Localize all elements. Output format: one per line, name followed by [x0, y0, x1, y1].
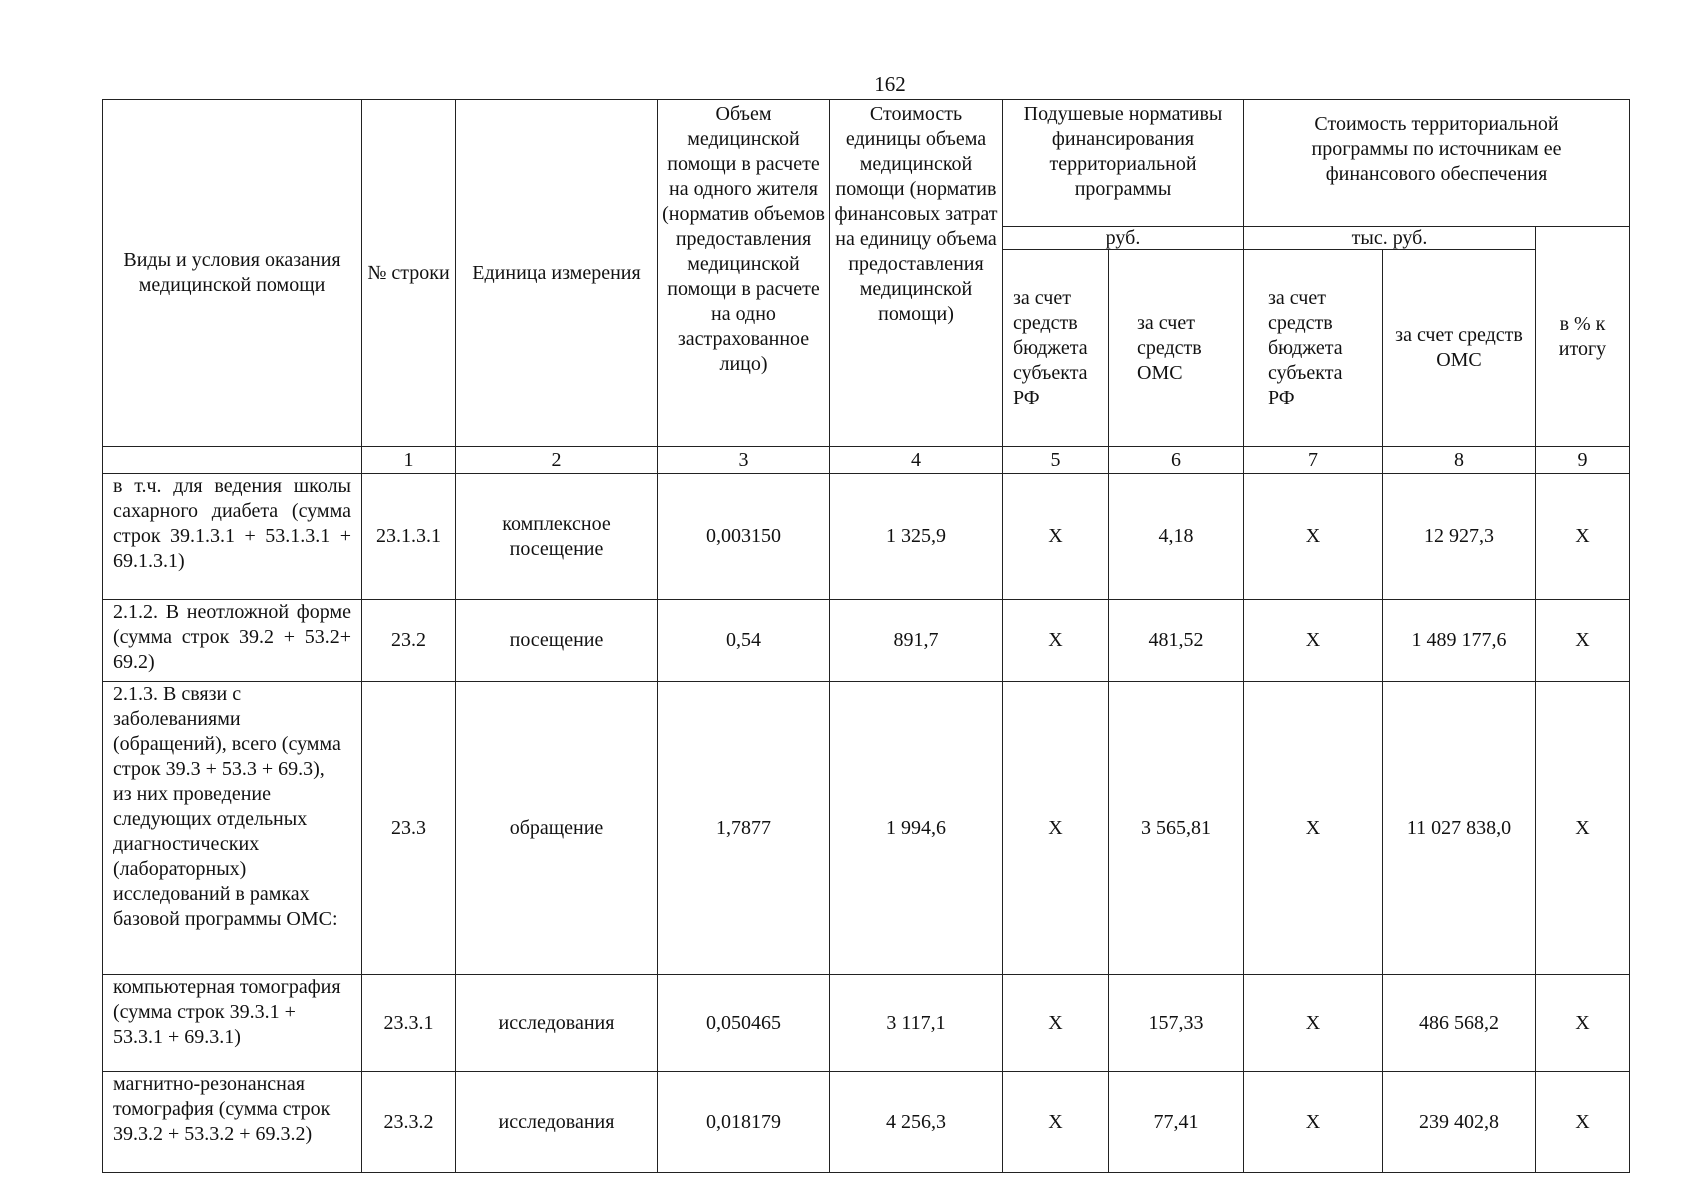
column-number: 8 — [1383, 447, 1536, 474]
table-row — [103, 474, 1630, 600]
header-percapita-oms: за счет средств ОМС — [1109, 250, 1244, 447]
row-volume: 0,54 — [658, 600, 830, 682]
row-cost-oms: 11 027 838,0 — [1383, 682, 1536, 975]
column-number — [103, 447, 362, 474]
header-cost-budget: за счет средств бюджета субъекта РФ — [1244, 250, 1383, 447]
header-row-1 — [103, 100, 1630, 227]
header-cost-oms: за счет средств ОМС — [1383, 250, 1536, 447]
row-percapita-budget: Х — [1003, 1072, 1109, 1173]
row-percapita-oms: 481,52 — [1109, 600, 1244, 682]
header-program-cost-group: Стоимость территориальной программы по источникам ее финансового обеспечения — [1244, 100, 1630, 227]
row-cost-budget: Х — [1244, 474, 1383, 600]
header-line-number: № строки — [362, 100, 456, 447]
column-number: 9 — [1536, 447, 1630, 474]
row-percent: Х — [1536, 975, 1630, 1072]
table-row — [103, 975, 1630, 1072]
header-unit-rub: руб. — [1003, 227, 1244, 250]
row-unit: посещение — [456, 600, 658, 682]
row-unit-cost: 3 117,1 — [830, 975, 1003, 1072]
header-volume: Объем медицинской помощи в расчете на одного жителя (норматив объемов предоставления медицинской помощи в расчете на одно застрахованное лицо) — [658, 100, 830, 447]
row-cost-oms: 486 568,2 — [1383, 975, 1536, 1072]
column-number: 6 — [1109, 447, 1244, 474]
header-percapita-budget: за счет средств бюджета субъекта РФ — [1003, 250, 1109, 447]
row-description: компьютерная томография (сумма строк 39.3.1 + 53.3.1 + 69.3.1) — [103, 975, 362, 1072]
column-number: 3 — [658, 447, 830, 474]
row-percapita-oms: 4,18 — [1109, 474, 1244, 600]
row-line-number: 23.2 — [362, 600, 456, 682]
data-table — [102, 99, 1630, 1173]
row-volume: 0,003150 — [658, 474, 830, 600]
row-description: в т.ч. для ведения школы сахарного диабета (сумма строк 39.1.3.1 + 53.1.3.1 + 69.1.3.1) — [103, 474, 362, 600]
header-unit-thousand-rub: тыс. руб. — [1244, 227, 1536, 250]
row-unit-cost: 1 994,6 — [830, 682, 1003, 975]
row-line-number: 23.3.2 — [362, 1072, 456, 1173]
column-number: 2 — [456, 447, 658, 474]
row-unit-cost: 891,7 — [830, 600, 1003, 682]
row-cost-budget: Х — [1244, 600, 1383, 682]
row-unit: исследования — [456, 1072, 658, 1173]
row-line-number: 23.3 — [362, 682, 456, 975]
row-cost-budget: Х — [1244, 682, 1383, 975]
row-percapita-oms: 77,41 — [1109, 1072, 1244, 1173]
header-kinds: Виды и условия оказания медицинской помощи — [103, 100, 362, 447]
column-number: 5 — [1003, 447, 1109, 474]
row-unit: комплексное посещение — [456, 474, 658, 600]
row-volume: 0,050465 — [658, 975, 830, 1072]
row-percapita-budget: Х — [1003, 975, 1109, 1072]
row-percapita-oms: 3 565,81 — [1109, 682, 1244, 975]
row-unit-cost: 4 256,3 — [830, 1072, 1003, 1173]
row-description: 2.1.2. В неотложной форме (сумма строк 39.2 + 53.2+ 69.2) — [103, 600, 362, 682]
row-volume: 0,018179 — [658, 1072, 830, 1173]
row-description: 2.1.3. В связи с заболеваниями (обращений), всего (сумма строк 39.3 + 53.3 + 69.3), из них проведение следующих отдельных диагностических (лабораторных) исследований в рамках базовой программы ОМС: — [103, 682, 362, 975]
page-number: 162 — [874, 72, 906, 96]
table-row — [103, 682, 1630, 975]
row-percent: Х — [1536, 600, 1630, 682]
row-cost-budget: Х — [1244, 975, 1383, 1072]
row-cost-budget: Х — [1244, 1072, 1383, 1173]
row-cost-oms: 12 927,3 — [1383, 474, 1536, 600]
row-line-number: 23.1.3.1 — [362, 474, 456, 600]
row-percapita-budget: Х — [1003, 682, 1109, 975]
row-cost-oms: 239 402,8 — [1383, 1072, 1536, 1173]
row-percapita-oms: 157,33 — [1109, 975, 1244, 1072]
table-row — [103, 600, 1630, 682]
table-row — [103, 1072, 1630, 1173]
header-percent-total: в % к итогу — [1536, 227, 1630, 447]
row-unit: обращение — [456, 682, 658, 975]
row-unit-cost: 1 325,9 — [830, 474, 1003, 600]
row-percent: Х — [1536, 474, 1630, 600]
column-number: 7 — [1244, 447, 1383, 474]
column-number: 1 — [362, 447, 456, 474]
column-number: 4 — [830, 447, 1003, 474]
row-unit: исследования — [456, 975, 658, 1072]
row-volume: 1,7877 — [658, 682, 830, 975]
row-cost-oms: 1 489 177,6 — [1383, 600, 1536, 682]
header-unit-cost: Стоимость единицы объема медицинской помощи (норматив финансовых затрат на единицу объема предоставления медицинской помощи) — [830, 100, 1003, 447]
row-percent: Х — [1536, 1072, 1630, 1173]
row-percapita-budget: Х — [1003, 600, 1109, 682]
header-unit: Единица измерения — [456, 100, 658, 447]
row-description: магнитно-резонансная томография (сумма строк 39.3.2 + 53.3.2 + 69.3.2) — [103, 1072, 362, 1173]
row-line-number: 23.3.1 — [362, 975, 456, 1072]
row-percent: Х — [1536, 682, 1630, 975]
row-percapita-budget: Х — [1003, 474, 1109, 600]
header-per-capita-group: Подушевые нормативы финансирования территориальной программы — [1003, 100, 1244, 227]
column-numbers-row — [103, 447, 1630, 474]
